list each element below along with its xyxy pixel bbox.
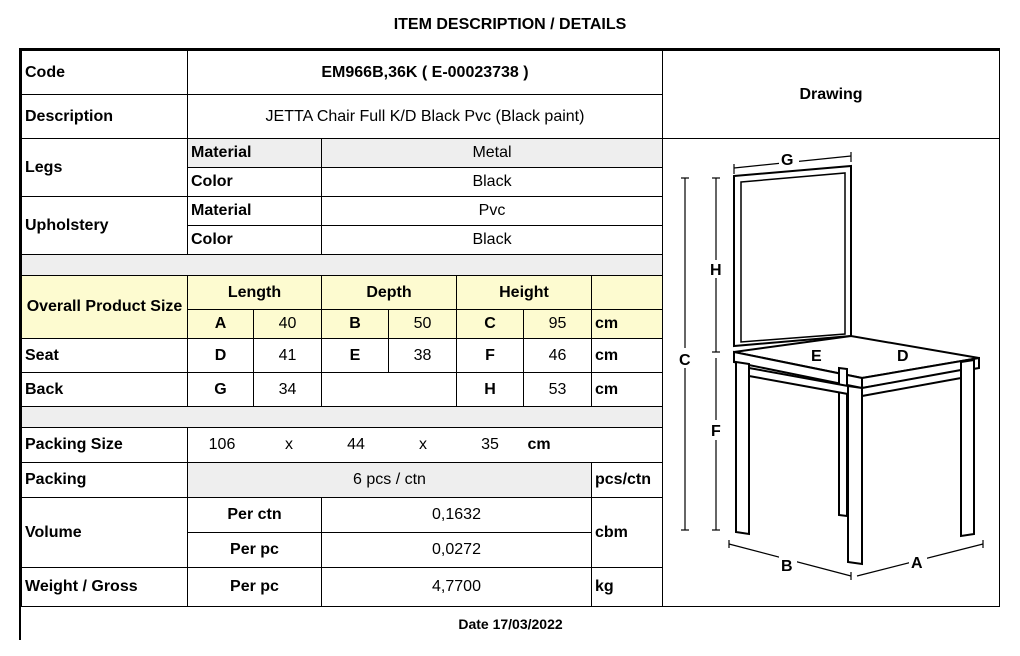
back-label: Back [21,372,188,407]
legs-color-value: Black [321,167,663,197]
description-value: JETTA Chair Full K/D Black Pvc (Black paint) [187,94,663,139]
packing-size-unit: cm [527,436,551,453]
chair-drawing [661,136,999,604]
spacer-row-2 [21,406,663,428]
dim-label-a: A [911,555,923,572]
dim-label-h: H [710,262,722,279]
dim-label-d: D [897,348,909,365]
unit-header [591,275,663,310]
spacer-row [21,254,663,276]
legs-color-label: Color [187,167,322,197]
back-length-letter: G [187,372,254,407]
volume-per-ctn-value: 0,1632 [321,497,592,533]
seat-unit: cm [591,338,663,373]
legs-material-value: Metal [321,138,663,168]
dim-label-e: E [811,348,822,365]
packing-label: Packing [21,462,188,498]
dim-label-b: B [781,558,793,575]
packing-value: 6 pcs / ctn [187,462,592,498]
packing-size-height: 35 [481,436,499,453]
overall-height-value: 95 [523,309,592,339]
code-label: Code [21,50,188,95]
overall-length-letter: A [187,309,254,339]
packing-size-label: Packing Size [21,427,188,463]
drawing-label: Drawing [662,50,1000,139]
seat-depth-letter: E [321,338,389,373]
overall-unit: cm [591,309,663,339]
chair-drawing-svg [661,136,999,604]
dim-label-f: F [711,423,721,440]
volume-unit: cbm [591,497,663,568]
back-height-value: 53 [523,372,592,407]
chair-leg-front-right [848,386,862,564]
seat-label: Seat [21,338,188,373]
seat-height-letter: F [456,338,524,373]
back-unit: cm [591,372,663,407]
upholstery-color-value: Black [321,225,663,255]
dim-label-g: G [781,152,794,169]
packing-size-width: 44 [347,436,365,453]
seat-height-value: 46 [523,338,592,373]
footer-date: Date 17/03/2022 [21,606,1000,640]
packing-size-x2: x [419,436,427,453]
weight-value: 4,7700 [321,567,592,607]
legs-material-label: Material [187,138,322,168]
weight-label: Weight / Gross [21,567,188,607]
chair-leg-back-left [736,362,749,534]
chair-leg-back-right [961,360,974,536]
seat-length-value: 41 [253,338,322,373]
volume-per-pc-value: 0,0272 [321,532,592,568]
packing-size-length: 106 [208,436,236,453]
legs-label: Legs [21,138,188,197]
packing-unit: pcs/ctn [591,462,663,498]
packing-size-x1: x [285,436,293,453]
weight-per-pc-label: Per pc [187,567,322,607]
depth-header: Depth [321,275,457,310]
back-length-value: 34 [253,372,322,407]
length-header: Length [187,275,322,310]
seat-length-letter: D [187,338,254,373]
seat-depth-value: 38 [388,338,457,373]
upholstery-material-value: Pvc [321,196,663,226]
upholstery-color-label: Color [187,225,322,255]
overall-depth-value: 50 [388,309,457,339]
overall-size-label: Overall Product Size [21,275,188,339]
upholstery-label: Upholstery [21,196,188,255]
page-title: ITEM DESCRIPTION / DETAILS [393,16,627,33]
dim-label-c: C [679,352,691,369]
chair-back-inner [741,173,845,342]
upholstery-material-label: Material [187,196,322,226]
back-height-letter: H [456,372,524,407]
weight-unit: kg [591,567,663,607]
volume-label: Volume [21,497,188,568]
overall-depth-letter: B [321,309,389,339]
code-value: EM966B,36K ( E-00023738 ) [187,50,663,95]
description-label: Description [21,94,188,139]
height-header: Height [456,275,592,310]
overall-length-value: 40 [253,309,322,339]
overall-height-letter: C [456,309,524,339]
volume-per-ctn-label: Per ctn [187,497,322,533]
back-depth-empty [321,372,457,407]
volume-per-pc-label: Per pc [187,532,322,568]
